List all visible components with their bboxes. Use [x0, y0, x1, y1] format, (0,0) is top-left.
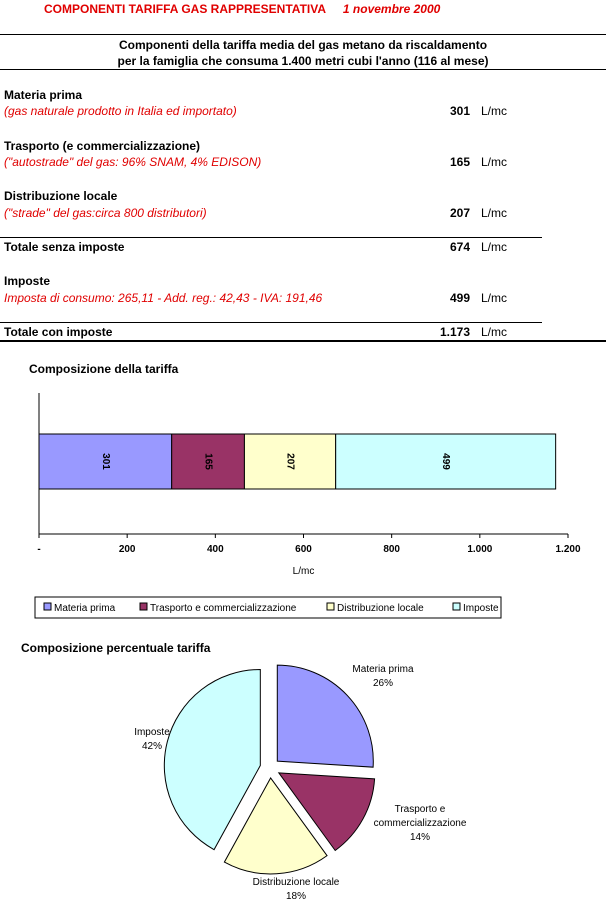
row-unit-imposte: L/mc — [481, 291, 508, 305]
pie-slice-label: commercializzazione — [373, 818, 467, 829]
bar-x-tick-label: 800 — [383, 544, 401, 555]
pie-slice-label: 14% — [409, 832, 431, 843]
legend-swatch — [44, 603, 51, 610]
row-label-total: Totale con imposte — [4, 325, 113, 339]
bar-chart — [29, 362, 581, 577]
row-unit-total: L/mc — [481, 325, 508, 339]
row-sub-imposte: Imposta di consumo: 265,11 - Add. reg.: 42,43 - IVA: 191,46 — [4, 291, 323, 305]
bar-data-label: 499 — [440, 453, 452, 470]
row-unit-distribuzione: L/mc — [481, 206, 508, 220]
pie-chart — [21, 641, 467, 902]
pie-slice-label: Trasporto e — [394, 804, 446, 815]
bar-legend — [35, 597, 501, 618]
title-date: 1 novembre 2000 — [342, 2, 441, 16]
bar-data-label: 301 — [99, 453, 111, 470]
pie-slice-label: 26% — [372, 678, 394, 689]
row-unit-subtotal: L/mc — [481, 240, 508, 254]
pie-slice — [277, 665, 373, 767]
bar-x-axis-label: L/mc — [292, 566, 315, 577]
row-value-total: 1.173 — [439, 325, 470, 339]
legend-label: Distribuzione locale — [337, 603, 424, 614]
row-label-materia: Materia prima — [4, 88, 83, 102]
row-label-subtotal: Totale senza imposte — [4, 240, 125, 254]
header-line-1: Componenti della tariffa media del gas metano da riscaldamento — [118, 38, 488, 52]
pie-chart-title: Composizione percentuale tariffa — [21, 641, 211, 655]
bar-x-tick-label: 400 — [206, 544, 224, 555]
row-sub-distribuzione: ("strade" del gas:circa 800 distributori) — [4, 206, 207, 220]
bar-x-tick-label: 1.000 — [467, 544, 493, 555]
row-label-imposte: Imposte — [4, 274, 51, 288]
legend-swatch — [453, 603, 460, 610]
row-unit-materia: L/mc — [481, 104, 508, 118]
row-value-subtotal: 674 — [449, 240, 470, 254]
bar-x-tick-label: - — [37, 544, 41, 555]
pie-slice-label: Materia prima — [352, 664, 414, 675]
pie-slice-label: Imposte — [134, 727, 170, 738]
bar-data-label: 207 — [284, 453, 296, 470]
row-sub-trasporto: ("autostrade" del gas: 96% SNAM, 4% EDISON) — [4, 155, 262, 169]
title-text: COMPONENTI TARIFFA GAS RAPPRESENTATIVA — [44, 2, 326, 16]
pie-slice-label: Distribuzione locale — [252, 877, 340, 888]
legend-swatch — [140, 603, 147, 610]
pie-slice-label: 42% — [141, 741, 163, 752]
row-label-trasporto: Trasporto (e commercializzazione) — [4, 139, 201, 153]
row-unit-trasporto: L/mc — [481, 155, 508, 169]
bar-x-tick-label: 200 — [118, 544, 136, 555]
row-value-trasporto: 165 — [449, 155, 470, 169]
legend-swatch — [327, 603, 334, 610]
row-value-distribuzione: 207 — [449, 206, 470, 220]
row-label-distribuzione: Distribuzione locale — [4, 189, 118, 203]
bar-data-label: 165 — [202, 453, 214, 470]
legend-label: Imposte — [463, 603, 499, 614]
header-line-2: per la famiglia che consuma 1.400 metri cubi l'anno (116 al mese) — [117, 54, 489, 68]
bar-chart-title: Composizione della tariffa — [29, 362, 179, 376]
row-value-imposte: 499 — [449, 291, 470, 305]
legend-label: Trasporto e commercializzazione — [150, 603, 297, 614]
legend-label: Materia prima — [54, 603, 116, 614]
row-value-materia: 301 — [449, 104, 470, 118]
pie-slice-label: 18% — [285, 891, 307, 902]
row-sub-materia: (gas naturale prodotto in Italia ed importato) — [4, 104, 237, 118]
bar-x-tick-label: 1.200 — [555, 544, 581, 555]
bar-x-tick-label: 600 — [295, 544, 312, 555]
